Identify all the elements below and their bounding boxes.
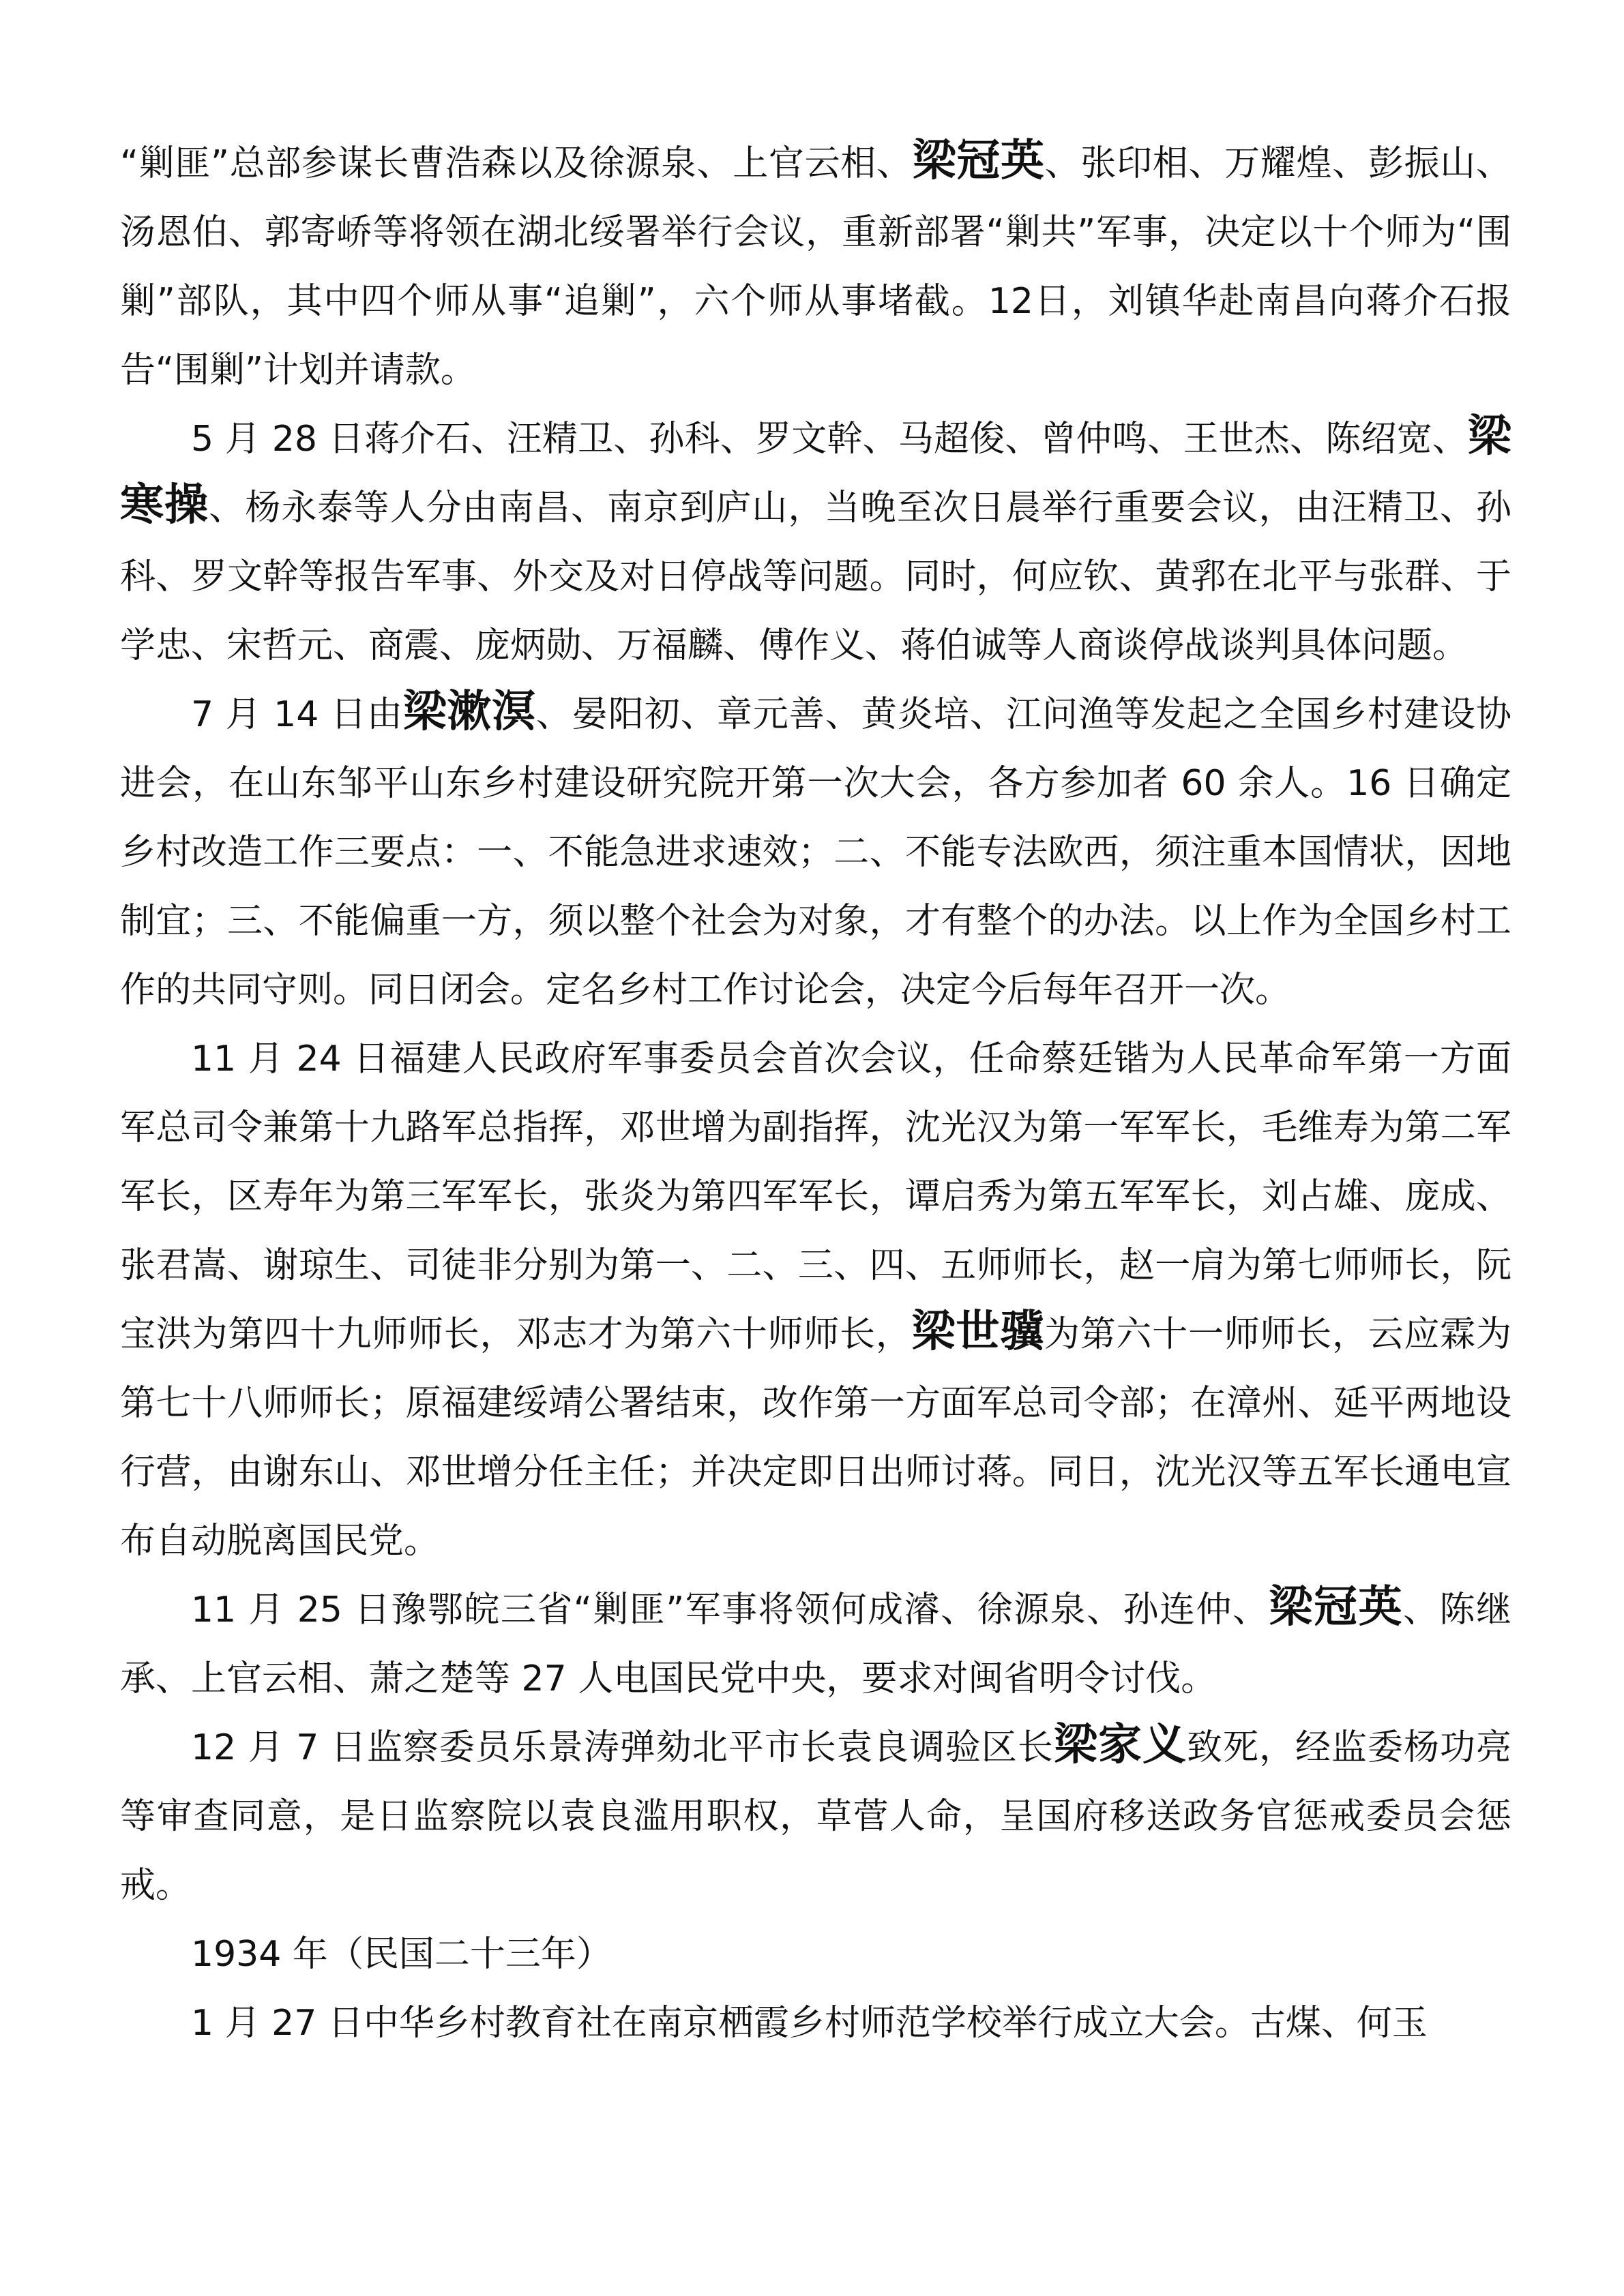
paragraph-7	[120, 1989, 1511, 2058]
highlighted-name: 梁漱溟	[402, 686, 536, 737]
text-run: 1 月 27 日中华乡村教育社在南京栖霞乡村师范学校举行成立大会。古煤、何玉	[191, 2003, 1428, 2044]
text-run: 11 月 24 日福建人民政府军事委员会首次会议，任命蔡廷锴为人民革命军第一方面军总司令兼第十九路军总指挥，邓世增为副指挥，沈光汉为第一军军长，毛维寿为第二军军长，区寿年为第三军军长，张炎为第四军军长，谭启秀为第五军军长，刘占雄、庞成、张君嵩、谢琼生、司徒非分别为第一、二、三、四、五师师长，赵一肩为第七师师长，阮宝洪为第四十九师师长，邓志才为第六十师师长，	[120, 1039, 1511, 1355]
text-run: 12 月 7 日监察委员乐景涛弹劾北平市长袁良调验区长	[191, 1727, 1054, 1768]
paragraph-2	[120, 405, 1511, 681]
text-run: 、陈继承、上官云相、萧之楚等 27 人电国民党中央，要求对闽省明令讨伐。	[120, 1590, 1511, 1699]
text-run: 为第六十一师师长，云应霖为第七十八师师长；原福建绥靖公署结束，改作第一方面军总司令部；在漳州、延平两地设行营，由谢东山、邓世增分任主任；并决定即日出师讨蒋。同日，沈光汉等五军长通电宣布自动脱离国民党。	[120, 1314, 1511, 1562]
text-run: 1934 年（民国二十三年）	[191, 1934, 612, 1975]
text-run: “剿匪”总部参谋长曹浩森以及徐源泉、上官云相、	[120, 143, 913, 184]
highlighted-name: 梁冠英	[1269, 1581, 1404, 1632]
paragraph-1	[120, 130, 1511, 405]
highlighted-name: 梁家义	[1053, 1719, 1187, 1770]
text-run: 7 月 14 日由	[191, 694, 403, 735]
text-run: 11 月 25 日豫鄂皖三省“剿匪”军事将领何成濬、徐源泉、孙连仲、	[191, 1590, 1269, 1630]
text-run: 、晏阳初、章元善、黄炎培、江问渔等发起之全国乡村建设协进会，在山东邹平山东乡村建设研究院开第一次大会，各方参加者 60 余人。16 日确定乡村改造工作三要点：一、不能急进求速效；二、不能专法欧西，须注重本国情状，因地制宜；三、不能偏重一方，须以整个社会为对象，才有整个的办法。以上作为全国乡村工作的共同守则。同日闭会。定名乡村工作讨论会，决定今后每年召开一次。	[120, 694, 1511, 1011]
highlighted-name: 梁冠英	[912, 135, 1045, 186]
document-page	[120, 130, 1511, 2058]
paragraph-4	[120, 1025, 1511, 1576]
text-run: 致死，经监委杨功亮等审查同意，是日监察院以袁良滥用职权，草菅人命，呈国府移送政务官惩戒委员会惩戒。	[120, 1727, 1511, 1906]
text-run: 、杨永泰等人分由南昌、南京到庐山，当晚至次日晨举行重要会议，由汪精卫、孙科、罗文幹等报告军事、外交及对日停战等问题。同时，何应钦、黄郛在北平与张群、于学忠、宋哲元、商震、庞炳勋、万福麟、傅作义、蒋伯诚等人商谈停战谈判具体问题。	[120, 488, 1511, 666]
highlighted-name: 梁寒操	[120, 411, 1511, 531]
paragraph-3	[120, 681, 1511, 1025]
year-heading	[120, 1920, 1511, 1989]
highlighted-name: 梁世骥	[911, 1306, 1044, 1357]
paragraph-6	[120, 1714, 1511, 1920]
paragraph-5	[120, 1576, 1511, 1714]
text-run: 、张印相、万耀煌、彭振山、汤恩伯、郭寄峤等将领在湖北绥署举行会议，重新部署“剿共”军事，决定以十个师为“围剿”部队，其中四个师从事“追剿”，六个师从事堵截。12日，刘镇华赴南昌向蒋介石报告“围剿”计划并请款。	[120, 143, 1511, 391]
text-run: 5 月 28 日蒋介石、汪精卫、孙科、罗文幹、马超俊、曾仲鸣、王世杰、陈绍宽、	[191, 419, 1468, 460]
